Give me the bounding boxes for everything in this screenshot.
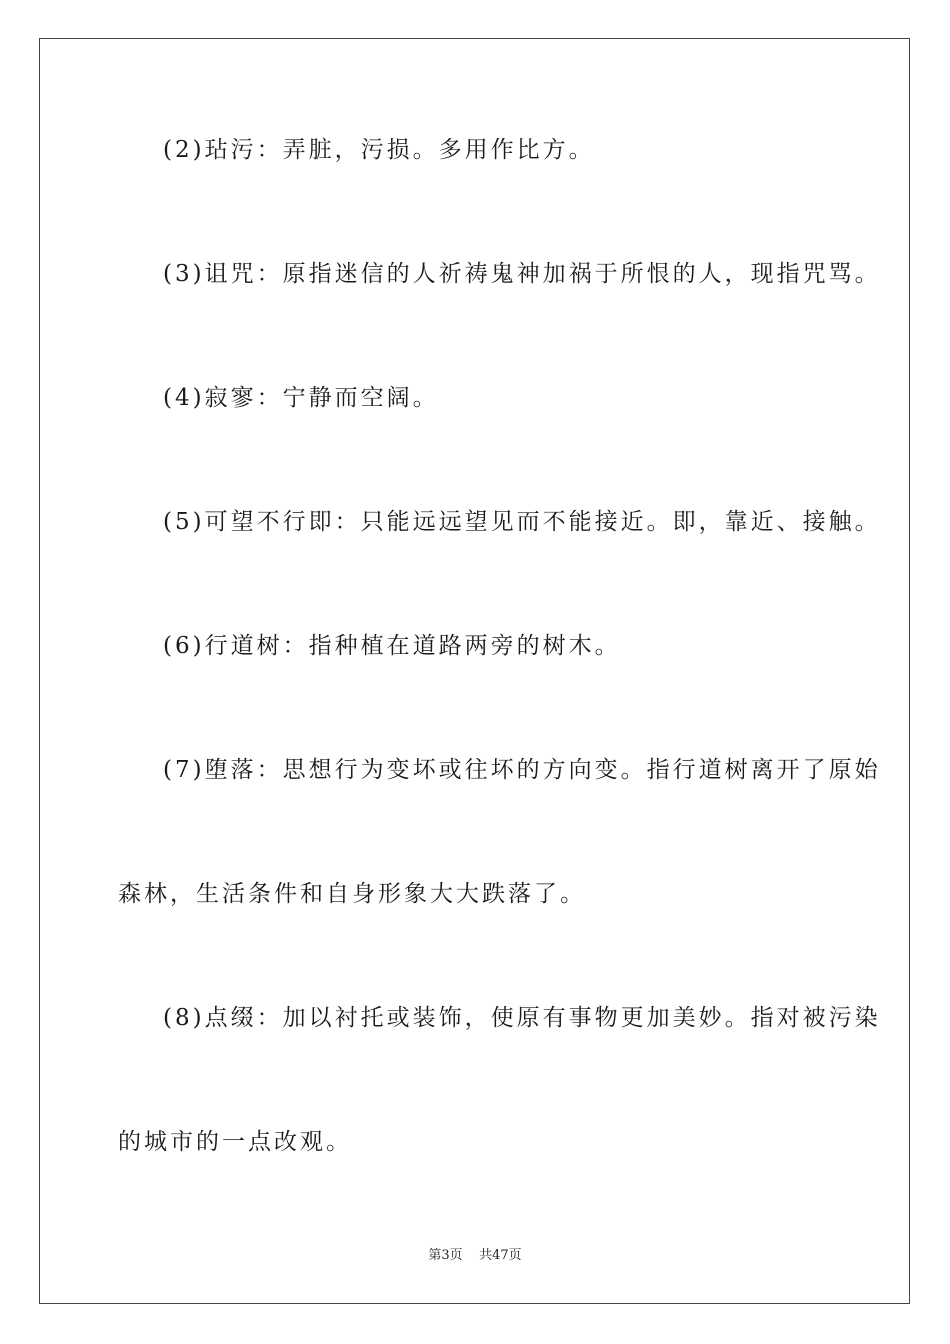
page-border: [39, 38, 910, 1304]
text-line-note-5: (5)可望不行即：只能远远望见而不能接近。即，靠近、接触。: [163, 509, 881, 535]
text-line-note-7: (7)堕落：思想行为变坏或往坏的方向变。指行道树离开了原始: [163, 757, 881, 783]
page-total: 共47页: [479, 1248, 522, 1263]
text-line-note-8: (8)点缀：加以衬托或装饰，使原有事物更加美妙。指对被污染: [163, 1005, 881, 1031]
page-number: 第3页: [428, 1248, 463, 1263]
text-line-note-3: (3)诅咒：原指迷信的人祈祷鬼神加祸于所恨的人，现指咒骂。: [163, 261, 881, 287]
text-line-note-2: (2)玷污：弄脏，污损。多用作比方。: [163, 137, 595, 163]
text-line-note-8-continued: 的城市的一点改观。: [118, 1129, 352, 1155]
text-line-note-4: (4)寂寥：宁静而空阔。: [163, 385, 439, 411]
text-line-note-6: (6)行道树：指种植在道路两旁的树木。: [163, 633, 621, 659]
page-footer: [0, 1247, 950, 1265]
text-line-note-7-continued: 森林，生活条件和自身形象大大跌落了。: [118, 881, 586, 907]
